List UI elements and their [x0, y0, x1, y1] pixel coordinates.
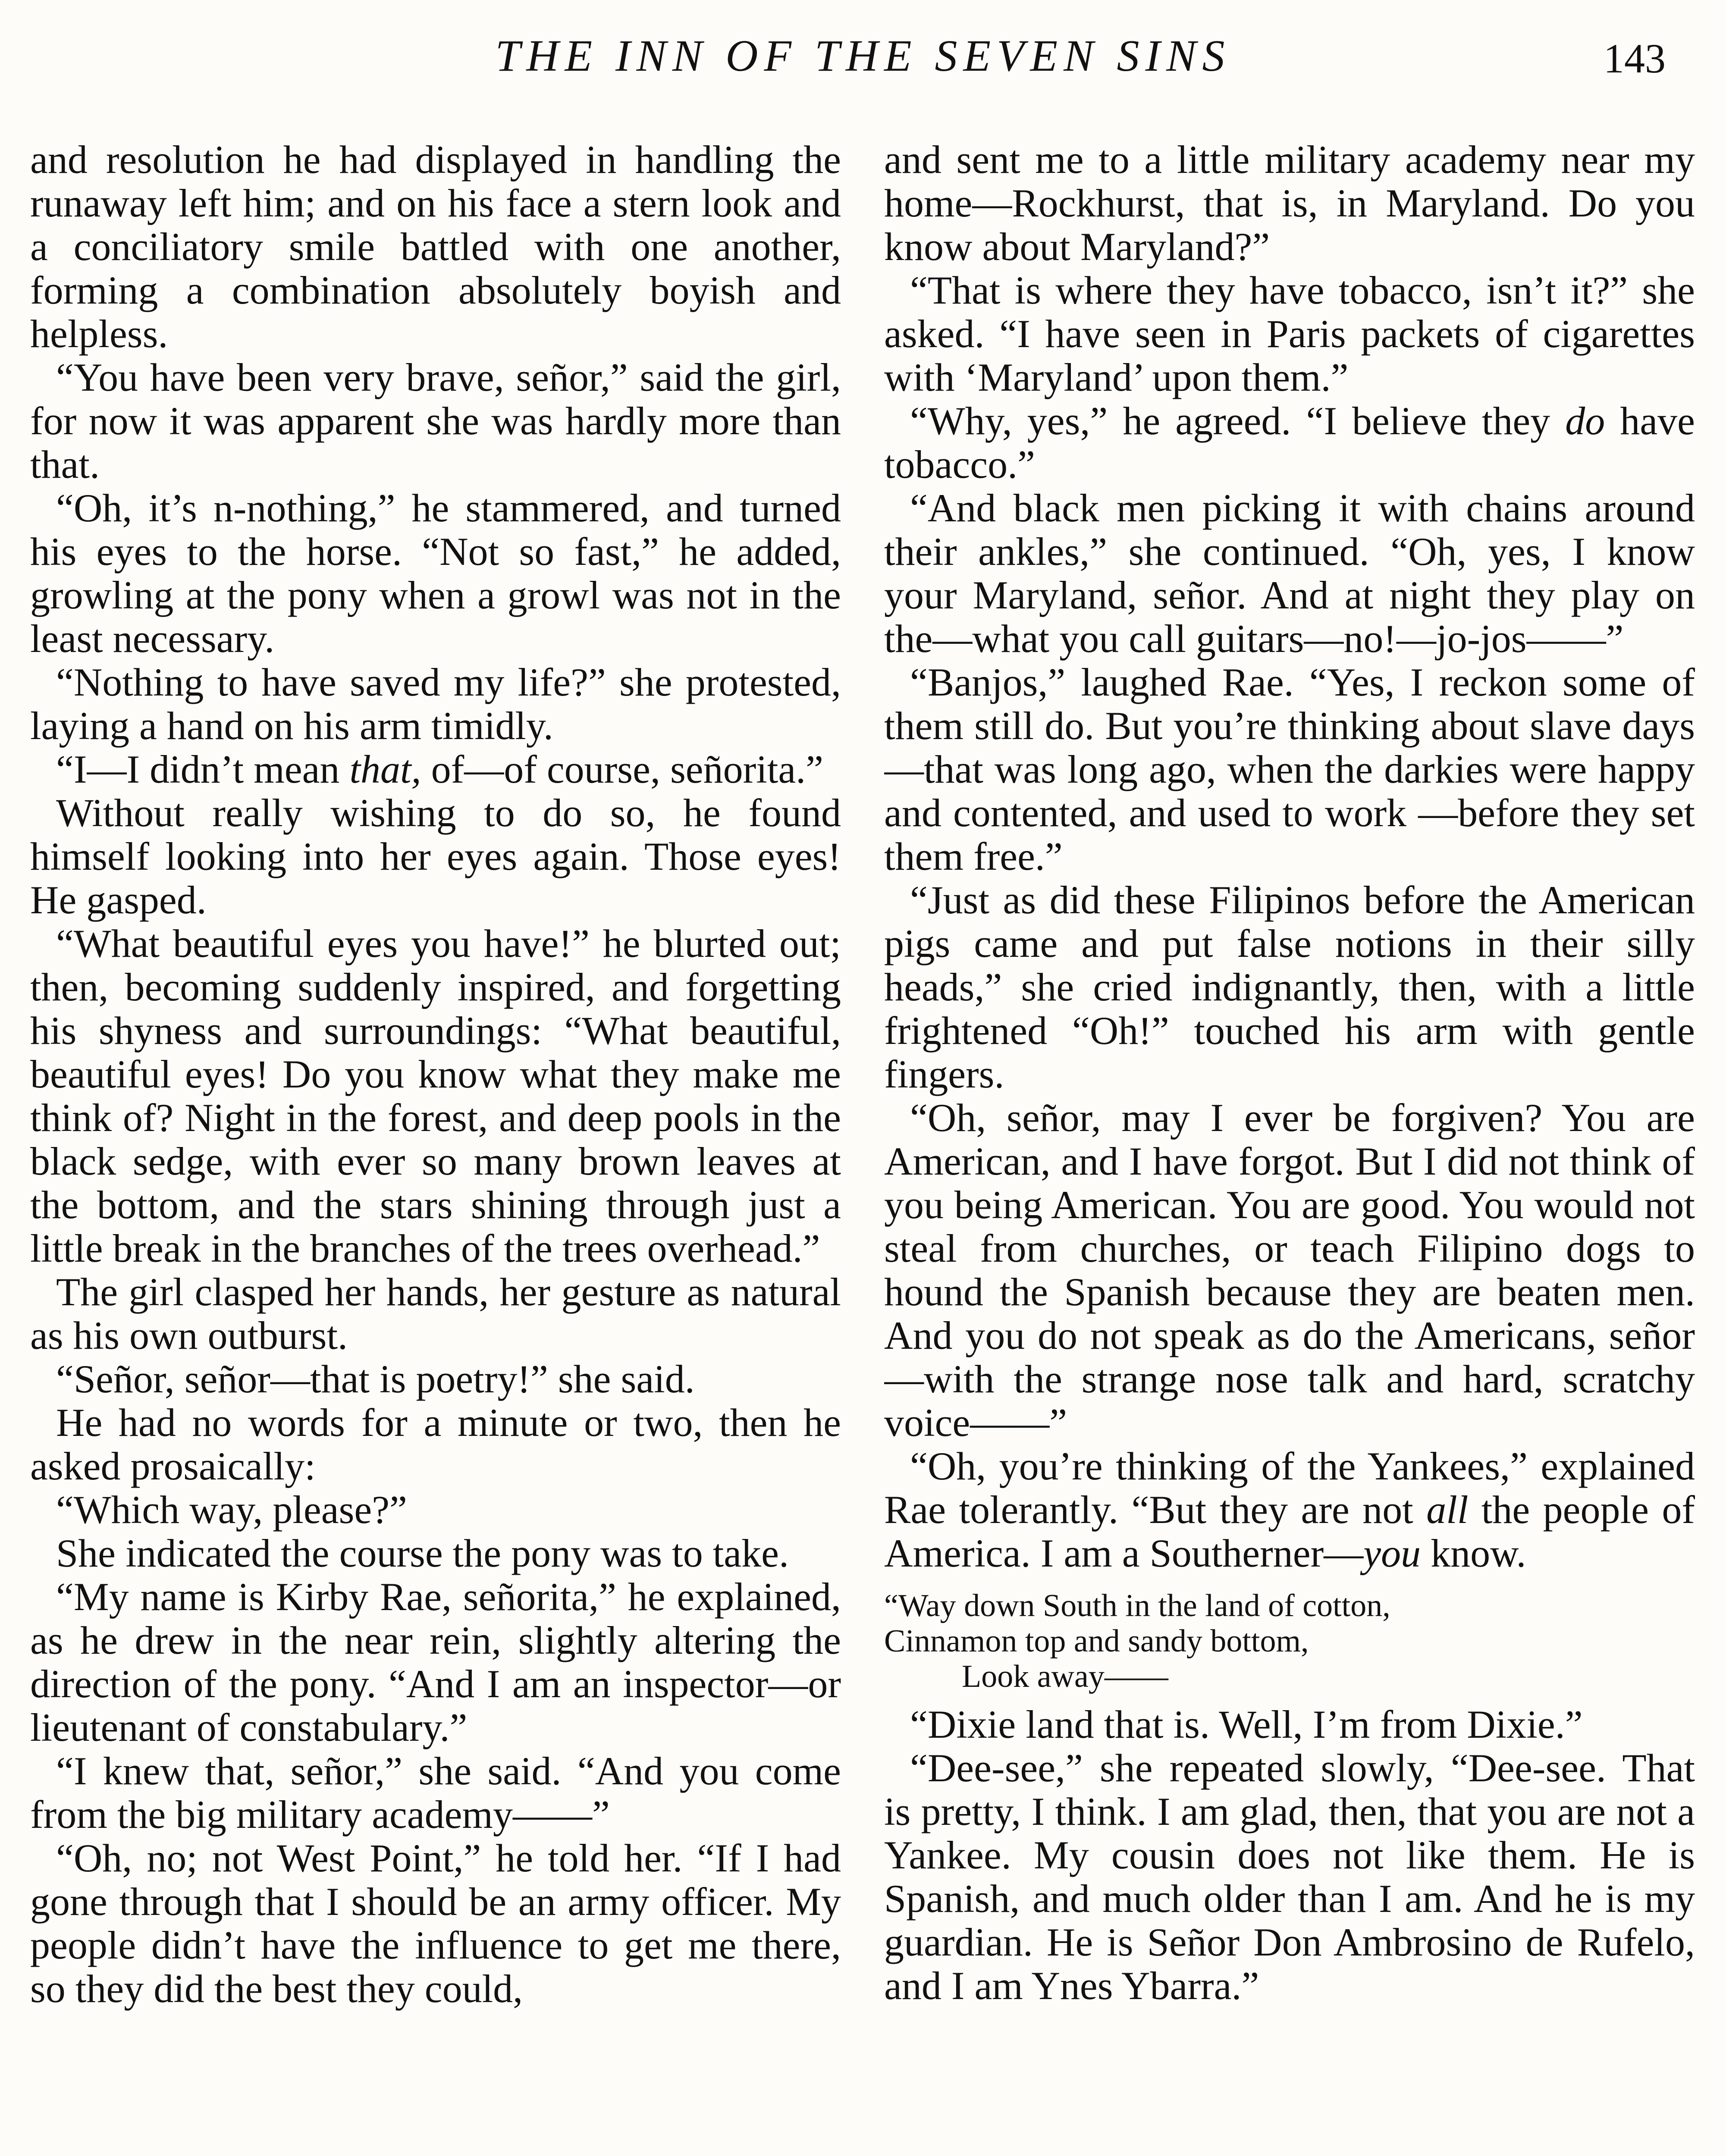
verse-line: Cinnamon top and sandy bottom, [884, 1623, 1309, 1659]
right-column [884, 138, 1695, 2156]
paragraph: “Just as did these Filipinos before the American pigs came and put false notions in their silly heads,” she cried indignantly, then, with a little frightened “Oh!” touched his arm with gentle fingers. [884, 878, 1695, 1096]
paragraph: “Oh, no; not West Point,” he told her. “If I had gone through that I should be an army officer. My people didn’t have the influence to get me there, so they did the best they could, [30, 1836, 841, 2011]
text-run: “I—I didn’t mean [56, 747, 350, 791]
verse-line: Look away—— [962, 1659, 1168, 1694]
paragraph: “What beautiful eyes you have!” he blurted out; then, becoming suddenly inspired, and forgetting his shyness and surroundings: “What beautiful, beautiful eyes! Do you know what they make me think of? Night in the forest, and deep pools in the black sedge, with ever so many brown leaves at the bottom, and the stars shining through just a little break in the branches of the trees overhead.” [30, 921, 841, 1270]
paragraph: “Oh, it’s n-nothing,” he stammered, and turned his eyes to the horse. “Not so fast,” he added, growling at the pony when a growl was not in the least necessary. [30, 486, 841, 661]
italic-text: all [1426, 1488, 1469, 1532]
page-number: 143 [1604, 35, 1666, 81]
song-verse [884, 1588, 1695, 1694]
text-run: know. [1421, 1531, 1526, 1575]
paragraph: She indicated the course the pony was to take. [56, 1531, 789, 1575]
text-run: have tobacco.” [884, 399, 1695, 486]
italic-text: that, [349, 747, 421, 791]
paragraph [884, 1445, 1695, 1575]
page-header [0, 30, 1726, 91]
paragraph: “Señor, señor—that is poetry!” she said. [56, 1357, 695, 1401]
paragraph: “Nothing to have saved my life?” she protested, laying a hand on his arm timidly. [30, 660, 841, 748]
italic-text: do [1565, 399, 1605, 443]
paragraph [884, 399, 1695, 486]
paragraph: The girl clasped her hands, her gesture as natural as his own outburst. [30, 1270, 841, 1357]
paragraph: “I knew that, señor,” she said. “And you come from the big military academy——” [30, 1749, 841, 1836]
paragraph: and resolution he had displayed in handling the runaway left him; and on his face a stern look and a conciliatory smile battled with one another, forming a combination absolutely boyish and helpless. [30, 138, 841, 356]
paragraph [30, 748, 841, 791]
paragraph: He had no words for a minute or two, then he asked prosaically: [30, 1401, 841, 1488]
paragraph: and sent me to a little military academy near my home—Rockhurst, that is, in Maryland. Do you know about Maryland?” [884, 138, 1695, 269]
left-column [30, 138, 841, 2156]
text-run: of—of course, señorita.” [421, 747, 824, 791]
paragraph: “Banjos,” laughed Rae. “Yes, I reckon some of them still do. But you’re thinking about slave days—that was long ago, when the darkies were happy and contented, and used to work —before they set them free.” [884, 660, 1695, 878]
text-run: “Why, yes,” he agreed. “I believe they [910, 399, 1566, 443]
paragraph: Without really wishing to do so, he found himself looking into her eyes again. Those eyes! He gasped. [30, 791, 841, 922]
text-run: “Oh, you’re thinking of the Yankees,” explained Rae tolerantly. “But they are not [884, 1444, 1695, 1532]
italic-text: you [1363, 1531, 1421, 1575]
paragraph: “That is where they have tobacco, isn’t it?” she asked. “I have seen in Paris packets of cigarettes with ‘Maryland’ upon them.” [884, 268, 1695, 399]
paragraph: “My name is Kirby Rae, señorita,” he explained, as he drew in the near rein, slightly altering the direction of the pony. “And I am an inspector—or lieutenant of constabulary.” [30, 1575, 841, 1749]
paragraph: “You have been very brave, señor,” said the girl, for now it was apparent she was hardly more than that. [30, 355, 841, 486]
text-run: the people of America. I am a Southerner— [884, 1488, 1695, 1575]
paragraph: “Which way, please?” [56, 1488, 407, 1532]
paragraph: “And black men picking it with chains around their ankles,” she continued. “Oh, yes, I know your Maryland, señor. And at night they play on the—what you call guitars—no!—jo-jos——” [884, 486, 1695, 661]
verse-line: “Way down South in the land of cotton, [884, 1588, 1390, 1623]
paragraph: “Dee-see,” she repeated slowly, “Dee-see. That is pretty, I think. I am glad, then, that you are not a Yankee. My cousin does not like them. He is Spanish, and much older than I am. And he is my guardian. He is Señor Don Ambrosino de Rufelo, and I am Ynes Ybarra.” [884, 1746, 1695, 2008]
running-title: THE INN OF THE SEVEN SINS [495, 31, 1231, 81]
paragraph: “Dixie land that is. Well, I’m from Dixie.” [910, 1702, 1583, 1746]
paragraph: “Oh, señor, may I ever be forgiven? You are American, and I have forgot. But I did not think of you being American. You are good. You would not steal from churches, or teach Filipino dogs to hound the Spanish because they are beaten men. And you do not speak as do the Americans, señor—with the strange nose talk and hard, scratchy voice——” [884, 1096, 1695, 1445]
